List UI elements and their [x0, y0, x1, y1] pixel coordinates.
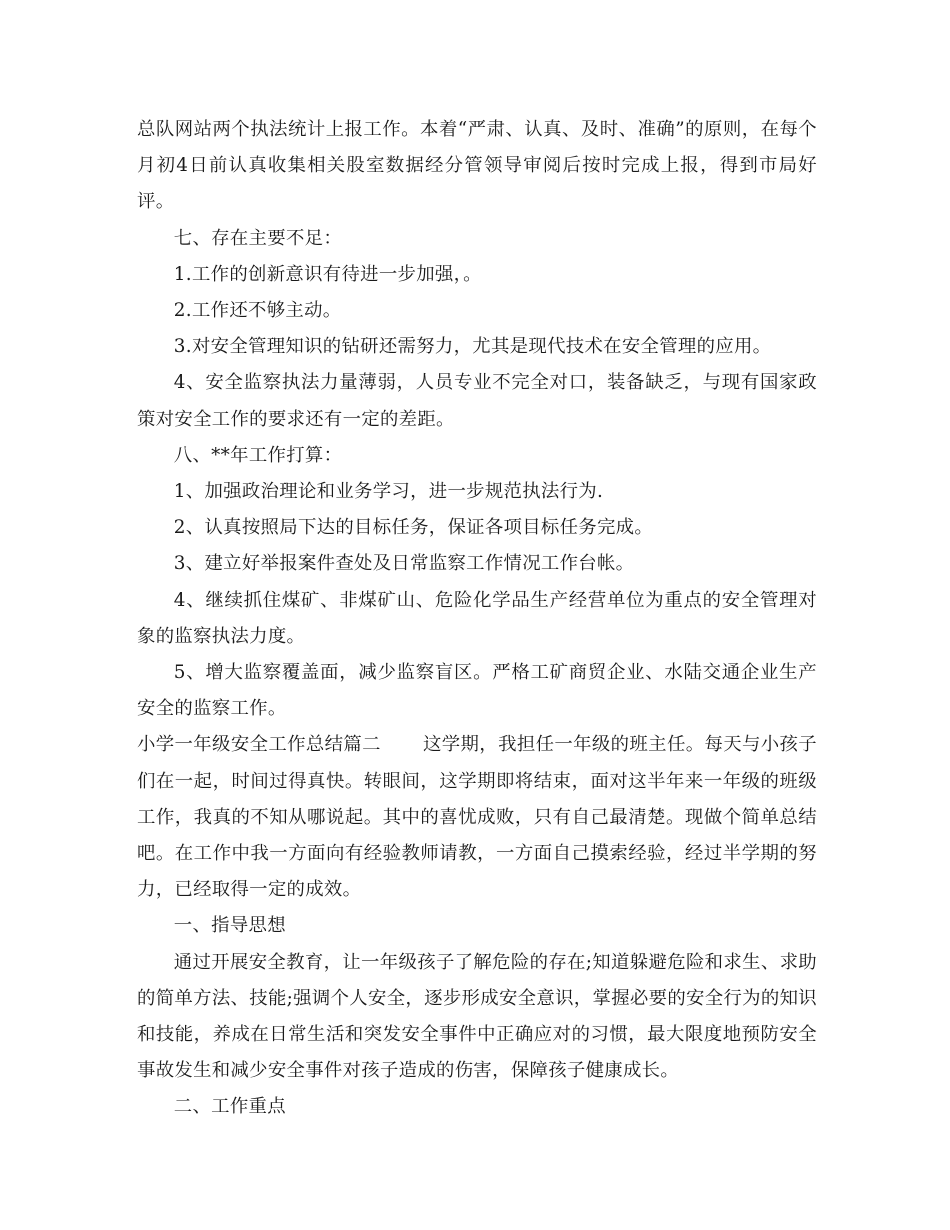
- section-heading-shortcomings: 七、存在主要不足：: [173, 227, 343, 249]
- paragraph-statistics-report: 总队网站两个执法统计上报工作。本着“严肃、认真、及时、准确”的原则，在每个月初4日前认真收集相关股室数据经分管领导审阅后按时完成上报，得到市局好评。: [137, 119, 817, 213]
- list-item-plan-5: 5、增大监察覆盖面，减少监察盲区。严格工矿商贸企业、水陆交通企业生产安全的监察工作。: [137, 662, 817, 720]
- list-item-plan-4: 4、继续抓住煤矿、非煤矿山、危险化学品生产经营单位为重点的安全管理对象的监察执法力度。: [137, 589, 817, 647]
- paragraph-part-two-intro: [137, 727, 817, 908]
- list-item-plan-1: 1、加强政治理论和业务学习，进一步规范执法行为.: [173, 481, 604, 503]
- section-heading-plans: 八、**年工作打算：: [173, 444, 343, 466]
- list-item-shortcoming-2: 2.工作还不够主动。: [173, 300, 342, 322]
- intro-text: 这学期，我担任一年级的班主任。每天与小孩子们在一起，时间过得真快。转眼间，这学期即将结束，面对这半年来一年级的班级工作，我真的不知从哪说起。其中的喜忧成败，只有自己最清楚。现做个简单总结吧。在工作中我一方面向有经验教师请教，一方面自己摸索经验，经过半学期的努力，已经取得一定的成效。: [137, 734, 817, 901]
- list-item-shortcoming-3: 3.对安全管理知识的钻研还需努力，尤其是现代技术在安全管理的应用。: [173, 336, 772, 358]
- list-item-shortcoming-1: 1.工作的创新意识有待进一步加强，。: [173, 263, 482, 285]
- paragraph-guiding-thought: 通过开展安全教育，让一年级孩子了解危险的存在;知道躲避危险和求生、求助的简单方法、技能;强调个人安全，逐步形成安全意识，掌握必要的安全行为的知识和技能，养成在日常生活和突发安全事件中正确应对的习惯，最大限度地预防安全事故发生和减少安全事件对孩子造成的伤害，保障孩子健康成长。: [137, 951, 817, 1082]
- list-item-shortcoming-4: 4、安全监察执法力量薄弱，人员专业不完全对口，装备缺乏，与现有国家政策对安全工作的要求还有一定的差距。: [137, 372, 817, 430]
- section-heading-work-focus: 二、工作重点: [173, 1096, 286, 1118]
- list-item-plan-3: 3、建立好举报案件查处及日常监察工作情况工作台帐。: [173, 553, 635, 575]
- document-body: [137, 112, 817, 1126]
- article-title: 小学一年级安全工作总结篇二: [137, 734, 381, 756]
- list-item-plan-2: 2、认真按照局下达的目标任务，保证各项目标任务完成。: [173, 517, 654, 539]
- section-heading-guiding-thought: 一、指导思想: [173, 915, 286, 937]
